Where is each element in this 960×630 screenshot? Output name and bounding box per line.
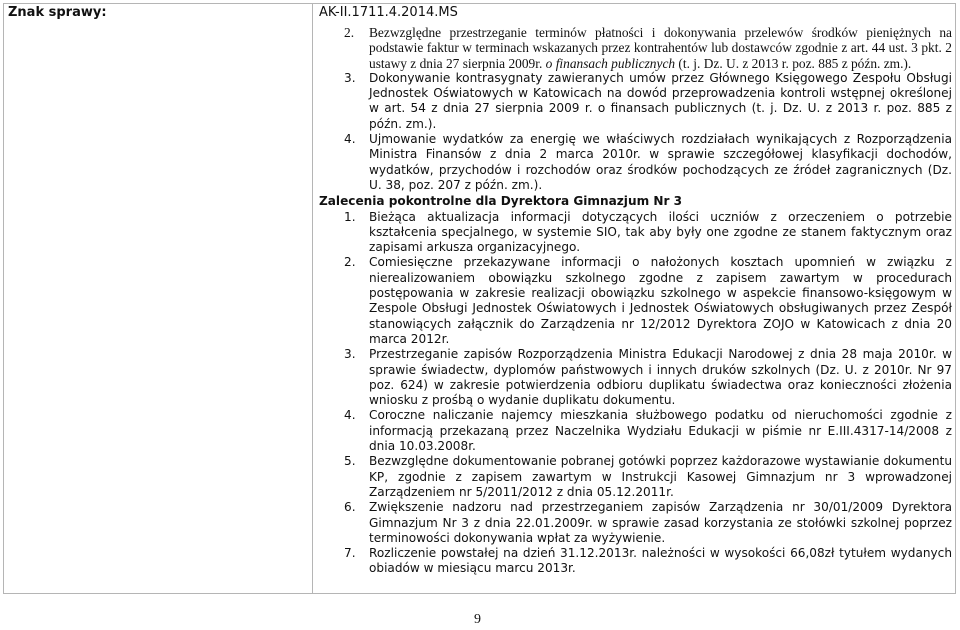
list-item <box>319 500 952 546</box>
document-body <box>319 25 952 577</box>
item-text: Rozliczenie powstałej na dzień 31.12.2013r. należności w wysokości 66,08zł tytułem wydanych obiadów w miesiącu marcu 2013r. <box>369 546 952 576</box>
case-number: AK-II.1711.4.2014.MS <box>319 5 458 20</box>
item-text: Bezwzględne dokumentowanie pobranej gotówki poprzez każdorazowe wystawianie dokumentu KP, zgodnie z zapisem zawartym w Instrukcji Kasowej Gimnazjum nr 3 wprowadzonej Zarządzeniem nr 5/2011/2012 z dnia 05.12.2011r. <box>369 454 952 499</box>
item-number: 5. <box>344 454 356 469</box>
item-text-tail: (t. j. Dz. U. z 2013 r. poz. 885 z późn. zm.). <box>675 55 912 71</box>
list-item <box>319 255 952 347</box>
list-item <box>319 132 952 193</box>
item-text: Zwiększenie nadzoru nad przestrzeganiem zapisów Zarządzenia nr 30/01/2009 Dyrektora Gimnazjum Nr 3 z dnia 22.01.2009r. w sprawie zasad korzystania ze stołówki szkolnej poprzez terminowości dokonywania wpłat za wyżywienie. <box>369 500 952 545</box>
column-divider <box>312 3 313 594</box>
item-number: 3. <box>344 347 356 362</box>
item-text: Ujmowanie wydatków za energię we właściwych rozdziałach wynikających z Rozporządzenia Ministra Finansów z dnia 2 marca 2010r. w sprawie szczegółowej klasyfikacji dochodów, wydatków, przychodów i rozchodów oraz środków pochodzących ze źródeł zagranicznych (Dz. U. 38, poz. 207 z późn. zm.). <box>369 132 952 192</box>
item-text: Comiesięczne przekazywane informacji o nałożonych kosztach upomnień w związku z nierealizowaniem obowiązku szkolnego zgodne z zapisem zawartym w procedurach postępowania w zakresie realizacji obowiązku szkolnego w aspekcie finansowo-księgowym w Zespole Obsługi Jednostek Oświatowych i Jednostek Oświatowych obsługiwanych przez Zespół stanowiących załącznik do Zarządzenia nr 12/2012 Dyrektora ZOJO w Katowicach z dnia 20 marca 2012r. <box>369 255 952 346</box>
list-item <box>319 210 952 256</box>
list-item <box>319 546 952 577</box>
item-number: 3. <box>344 70 356 85</box>
list-item <box>319 454 952 500</box>
list-item <box>319 25 952 71</box>
item-text: Przestrzeganie zapisów Rozporządzenia Ministra Edukacji Narodowej z dnia 28 maja 2010r. w sprawie świadectw, dyplomów państwowych i innych druków szkolnych (Dz. U. z 2010r. Nr 97 poz. 624) w zakresie potwierdzenia odbioru duplikatu świadectwa oraz konieczności złożenia wniosku z prośbą o wydanie duplikatu dokumentu. <box>369 347 952 408</box>
item-number: 4. <box>344 132 356 147</box>
section-title: Zalecenia pokontrolne dla Dyrektora Gimnazjum Nr 3 <box>319 194 683 209</box>
item-text: Dokonywanie kontrasygnaty zawieranych umów przez Głównego Księgowego Zespołu Obsługi Jednostek Oświatowych w Katowicach na dowód przeprowadzenia kontroli wstępnej określonej w art. 54 z dnia 27 sierpnia 2009 r. o finansach publicznych (t. j. Dz. U. z 2013 r. poz. 885 z późn. zm.). <box>369 70 952 131</box>
item-number: 6. <box>344 500 356 515</box>
item-text: Bieżąca aktualizacja informacji dotyczących ilości uczniów z orzeczeniem o potrzebie kształcenia specjalnego, w systemie SIO, tak aby były one zgodne ze stanem faktycznym oraz zapisami arkusza organizacyjnego. <box>369 209 952 255</box>
item-text-italic: o finansach publicznych <box>545 55 676 71</box>
item-number: 4. <box>344 408 356 423</box>
list-item <box>319 347 952 408</box>
page-number: 9 <box>474 612 481 627</box>
item-text: Coroczne naliczanie najemcy mieszkania służbowego podatku od nieruchomości zgodnie z informacją przekazaną przez Naczelnika Wydziału Edukacji w piśmie nr E.III.4317-14/2008 z dnia 10.03.2008r. <box>369 408 952 454</box>
item-number: 2. <box>344 25 355 40</box>
case-label: Znak sprawy: <box>8 5 107 20</box>
item-number: 1. <box>344 209 356 224</box>
list-item <box>319 71 952 132</box>
item-number: 7. <box>344 546 356 561</box>
item-number: 2. <box>344 255 356 270</box>
item-text: Bezwzględne przestrzeganie terminów płatności i dokonywania przelewów środków pieniężnych na podstawie faktur w terminach wskazanych przez kontrahentów lub dostawców zgodnie z art. 44 ust. 3 pkt. 2 ustawy z dnia 27 sierpnia 2009r. <box>369 25 952 71</box>
list-item <box>319 408 952 454</box>
